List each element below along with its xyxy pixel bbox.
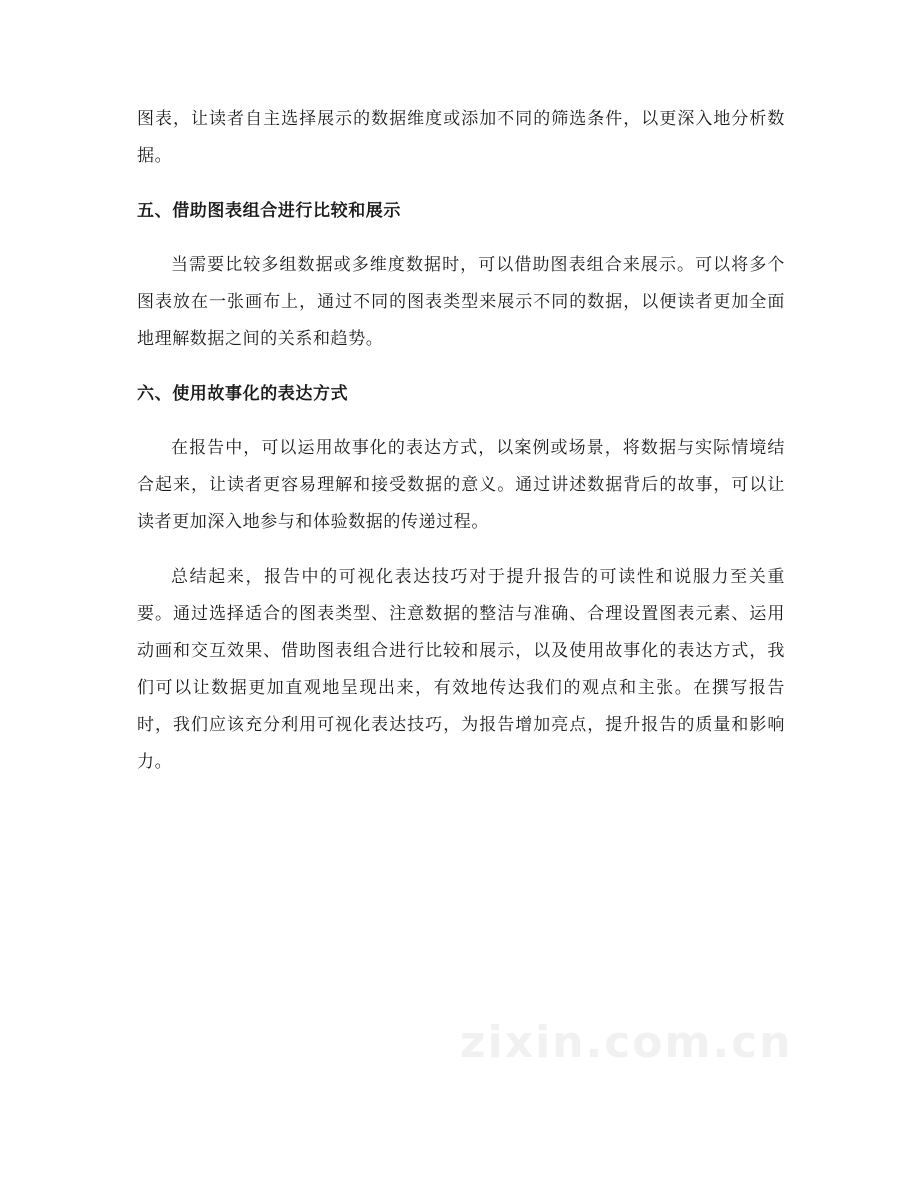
watermark: zixin.com.cn xyxy=(460,1017,793,1068)
conclusion-paragraph: 总结起来，报告中的可视化表达技巧对于提升报告的可读性和说服力至关重要。通过选择适合的图表类型、注意数据的整洁与准确、合理设置图表元素、运用动画和交互效果、借助图表组合进行比较和展示，以及使用故事化的表达方式，我们可以让数据更加直观地呈现出来，有效地传达我们的观点和主张。在撰写报告时，我们应该充分利用可视化表达技巧，为报告增加亮点，提升报告的质量和影响力。 xyxy=(137,567,785,772)
section-heading-five: 五、借助图表组合进行比较和展示 xyxy=(137,201,401,221)
document-body xyxy=(137,101,785,781)
intro-paragraph: 图表，让读者自主选择展示的数据维度或添加不同的筛选条件，以更深入地分析数据。 xyxy=(137,109,785,166)
section-heading-six: 六、使用故事化的表达方式 xyxy=(137,384,349,404)
spacer xyxy=(137,358,785,376)
spacer xyxy=(137,541,785,559)
section-six-paragraph: 在报告中，可以运用故事化的表达方式，以案例或场景，将数据与实际情境结合起来，让读者更容易理解和接受数据的意义。通过讲述数据背后的故事，可以让读者更加深入地参与和体验数据的传递过程。 xyxy=(137,438,785,532)
section-five-paragraph: 当需要比较多组数据或多维度数据时，可以借助图表组合来展示。可以将多个图表放在一张画布上，通过不同的图表类型来展示不同的数据，以便读者更加全面地理解数据之间的关系和趋势。 xyxy=(137,255,785,349)
spacer xyxy=(137,175,785,193)
spacer xyxy=(137,230,785,247)
spacer xyxy=(137,413,785,430)
